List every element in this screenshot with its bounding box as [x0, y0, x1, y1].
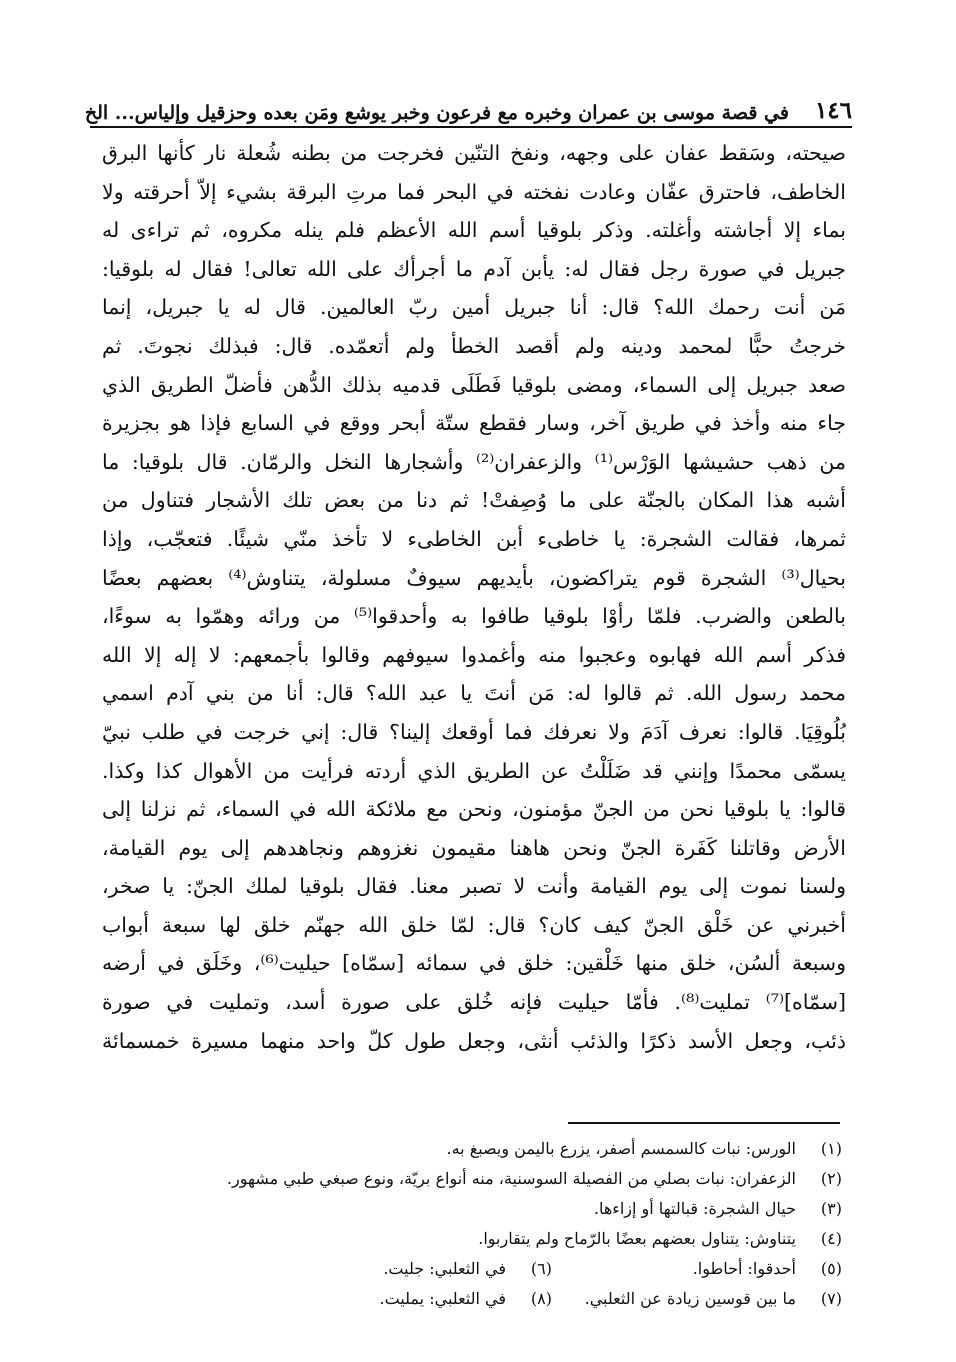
footnote [100, 1164, 842, 1194]
text-line: الأرض وقاتلنا كَفَرة الجنّ ونحن هاهنا مقيمون نغزوهم ونجاهدهم إلى يوم القيامة، [102, 835, 846, 860]
text-line: [سمّاه]⁽⁷⁾ تمليت⁽⁸⁾. فأمّا حيليت فإنه خُلق على صورة أسد، وتمليت في صورة [102, 990, 846, 1015]
text-line: يسمّى محمدًا وإنني قد ضَلَلْتُ عن الطريق الذي أردته فرأيت من الأهوال كذا وكذا. [102, 758, 846, 783]
footnote-text: يتناوش: يتناول بعضهم بعضًا بالرّماح ولم يتقاربوا. [478, 1229, 796, 1248]
footnote-text: في الثعلبي: يمليت. [379, 1289, 506, 1308]
text-line: أشبه هذا المكان بالجنّة على ما وُصِفتْ! ثم دنا من بعض تلك الأشجار فتناول من [102, 488, 846, 513]
footnote-text: الزعفران: نبات بصلي من الفصيلة السوسنية، منه أنواع بريّة، ونوع صبغي طبي مشهور. [226, 1169, 796, 1188]
text-line: أخبرني عن خَلْق الجنّ كيف كان؟ قال: لمّا خلق الله جهنّم خلق لها سبعة أبواب [102, 912, 846, 937]
footnote [100, 1194, 842, 1224]
footnote-number: (٨) [530, 1289, 552, 1308]
main-text [102, 134, 846, 1060]
text-line: بالطعن والضرب. فلمّا رأوْا بلوقيا طافوا به وأحدقوا⁽⁵⁾ من ورائه وهمّوا به سوءًا، [102, 604, 846, 629]
text-line: محمد رسول الله. ثم قالوا له: مَن أنتَ يا عبد الله؟ قال: أنا من بني آدم اسمي [102, 681, 846, 706]
text-line: مَن أنت رحمك الله؟ قال: أنا جبريل أمين ربّ العالمين. قال له يا جبريل، إنما [102, 295, 846, 320]
footnote-number: (٧) [820, 1289, 842, 1308]
page-number: ١٤٦ [814, 97, 852, 124]
footnote [552, 1254, 842, 1284]
text-line: قالوا: يا بلوقيا نحن من الجنّ مؤمنون، ونحن مع ملائكة الله في السماء، ثم نزلنا إلى [102, 797, 846, 822]
text-line: جاء منه وأخذ في طريق آخر، وسار فقطع ستّة أبحر ووقع في السابع فإذا هو بجزيرة [102, 411, 846, 436]
text-line: من ذهب حشيشها الوَرْس⁽¹⁾ والزعفران⁽²⁾ وأشجارها النخل والرمّان. قال بلوقيا: ما [102, 449, 846, 474]
footnote-text: ما بين قوسين زيادة عن الثعلبي. [584, 1289, 796, 1308]
footnote [552, 1284, 842, 1314]
text-line: بُلُوقِيَا. قالوا: نعرف آدَمَ ولا نعرفك فما أوقعك إلينا؟ قال: إني خرجت في طلب نبيّ [102, 719, 846, 744]
footnote-text: الورس: نبات كالسمسم أصفر، يزرع باليمن ويصبغ به. [446, 1139, 796, 1158]
footnote [380, 1284, 553, 1314]
footnote-number: (٣) [820, 1199, 842, 1218]
header-title: في قصة موسى بن عمران وخبره مع فرعون وخبر يوشع ومَن بعده وحزقيل وإلياس... الخ [84, 102, 789, 124]
text-line: فذكر أسم الله فهابوه وعجبوا منه وأغمدوا سيوفهم وقالوا بأجمعهم: لا إله إلا الله [102, 642, 846, 667]
footnotes [100, 1134, 842, 1314]
footnote-row [100, 1254, 842, 1284]
footnote-number: (٥) [820, 1259, 842, 1278]
text-line: جبريل في صورة رجل فقال له: يأبن آدم ما أجرأك على الله تعالى! فقال له بلوقيا: [102, 256, 846, 281]
footnote-text: حيال الشجرة: قبالتها أو إزاءها. [593, 1199, 796, 1218]
footnote-number: (٤) [820, 1229, 842, 1248]
text-line: ثمرها، فقالت الشجرة: يا خاطىء أبن الخاطىء لا تأخذ منّي شيئًا. فتعجّب، وإذا [102, 526, 846, 551]
footnote-number: (٦) [530, 1259, 552, 1278]
footnote-text: في الثعلبي: جليت. [383, 1259, 506, 1278]
text-line: الخاطف، فاحترق عفّان وعادت نفخته في البحر فما مرتِ البرقة بشيء إلاّ أحرقته ولا [102, 179, 846, 204]
footnote [100, 1224, 842, 1254]
text-line: بماء إلا أجاشته وأغلته. وذكر بلوقيا أسم الله الأعظم فلم ينله مكروه، ثم تراءى له [102, 218, 846, 243]
footnote-text: أحدقوا: أحاطوا. [692, 1259, 796, 1278]
text-line: خرجتُ حبًّا لمحمد ودينه ولم أقصد الخطأ ولم أتعمّده. قال: فبذلك نجوتَ. ثم [102, 333, 846, 358]
footnote [100, 1134, 842, 1164]
header-divider [90, 126, 852, 128]
text-line: ذئب، وجعل الأسد ذكرًا والذئب أنثى، وجعل طول كلّ واحد منهما مسيرة خمسمائة [102, 1028, 846, 1053]
running-header [84, 84, 852, 124]
footnote-number: (١) [820, 1139, 842, 1158]
text-line: صعد جبريل إلى السماء، ومضى بلوقيا فَطَلَى قدميه بذلك الدُّهن فأضلّ الطريق الذي [102, 372, 846, 397]
text-line: وسبعة ألسُن، خلق منها خَلْقين: خلق في سمائه [سمّاه] حيليت⁽⁶⁾، وخَلَق في أرضه [102, 951, 846, 976]
footnote-number: (٢) [820, 1169, 842, 1188]
footnote-row [100, 1284, 842, 1314]
footnote-divider [568, 1122, 840, 1124]
text-line: صيحته، وسَقط عفان على وجهه، ونفخ التنّين فخرجت من بطنه شُعلة نار كأنها البرق [102, 141, 846, 165]
footnote [383, 1254, 552, 1284]
text-line: بحيال⁽³⁾ الشجرة قوم يتراكضون، بأيديهم سيوفٌ مسلولة، يتناوش⁽⁴⁾ بعضهم بعضًا [102, 565, 846, 590]
text-line: ولسنا نموت إلى يوم القيامة وأنت لا تصبر معنا. فقال بلوقيا لملك الجنّ: يا صخر، [102, 874, 846, 899]
